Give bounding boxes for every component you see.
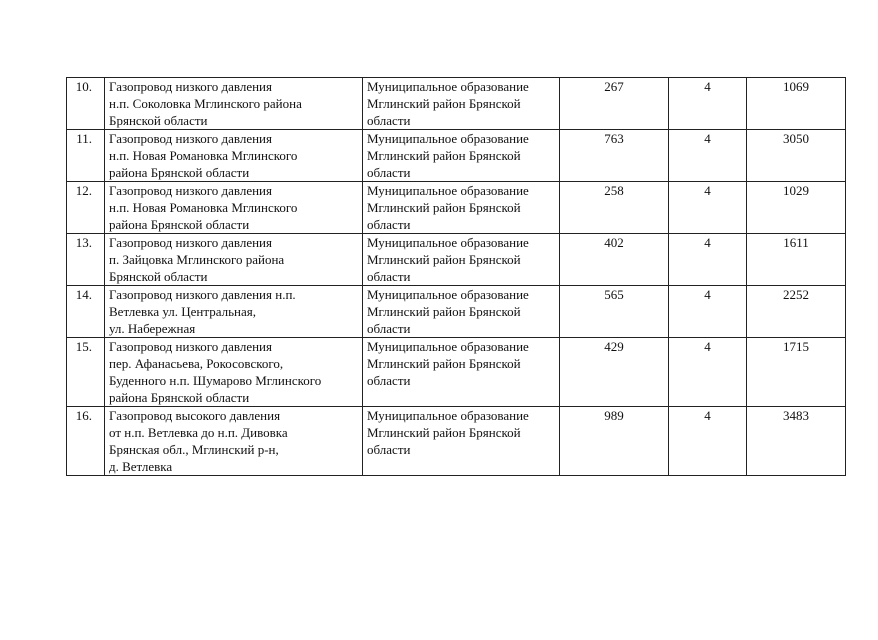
table-row	[67, 286, 846, 338]
table-row	[67, 182, 846, 234]
name-line: Брянской области	[109, 269, 208, 284]
pipeline-name	[105, 338, 363, 407]
value-cell: 1069	[747, 78, 846, 130]
pressure-class-cell: 4	[669, 130, 747, 182]
name-line: н.п. Новая Романовка Мглинского	[109, 148, 298, 163]
pressure-class-cell: 4	[669, 407, 747, 476]
length-cell: 763	[560, 130, 669, 182]
owner-line: области	[367, 442, 411, 457]
row-number: 11.	[67, 130, 105, 182]
value-cell: 1029	[747, 182, 846, 234]
length-cell: 258	[560, 182, 669, 234]
property-table	[66, 77, 846, 476]
owner-line: Мглинский район Брянской	[367, 425, 521, 440]
pipeline-name	[105, 130, 363, 182]
owner-line: Мглинский район Брянской	[367, 96, 521, 111]
name-line: Газопровод низкого давления	[109, 235, 272, 250]
table-row	[67, 338, 846, 407]
owner-line: Мглинский район Брянской	[367, 200, 521, 215]
row-number: 13.	[67, 234, 105, 286]
owner-line: области	[367, 165, 411, 180]
name-line: н.п. Новая Романовка Мглинского	[109, 200, 298, 215]
name-line: Ветлевка ул. Центральная,	[109, 304, 256, 319]
name-line: н.п. Соколовка Мглинского района	[109, 96, 302, 111]
name-line: района Брянской области	[109, 165, 250, 180]
owner-line: Муниципальное образование	[367, 183, 529, 198]
name-line: района Брянской области	[109, 217, 250, 232]
owner-line: Мглинский район Брянской	[367, 356, 521, 371]
name-line: ул. Набережная	[109, 321, 196, 336]
value-cell: 3050	[747, 130, 846, 182]
owner	[363, 234, 560, 286]
pipeline-name	[105, 407, 363, 476]
pipeline-name	[105, 182, 363, 234]
value-cell: 2252	[747, 286, 846, 338]
value-cell: 1611	[747, 234, 846, 286]
name-line: от н.п. Ветлевка до н.п. Дивовка	[109, 425, 288, 440]
owner-line: области	[367, 321, 411, 336]
owner	[363, 407, 560, 476]
pipeline-name	[105, 234, 363, 286]
owner-line: области	[367, 217, 411, 232]
table-row	[67, 78, 846, 130]
owner-line: Муниципальное образование	[367, 235, 529, 250]
value-cell: 3483	[747, 407, 846, 476]
owner-line: Мглинский район Брянской	[367, 252, 521, 267]
length-cell: 989	[560, 407, 669, 476]
owner	[363, 130, 560, 182]
value-cell: 1715	[747, 338, 846, 407]
name-line: Брянская обл., Мглинский р-н,	[109, 442, 279, 457]
name-line: Газопровод высокого давления	[109, 408, 281, 423]
pressure-class-cell: 4	[669, 78, 747, 130]
table-row	[67, 130, 846, 182]
owner-line: Муниципальное образование	[367, 131, 529, 146]
length-cell: 402	[560, 234, 669, 286]
owner-line: Муниципальное образование	[367, 408, 529, 423]
owner-line: области	[367, 113, 411, 128]
length-cell: 565	[560, 286, 669, 338]
name-line: д. Ветлевка	[109, 459, 173, 474]
owner	[363, 78, 560, 130]
pressure-class-cell: 4	[669, 286, 747, 338]
name-line: Газопровод низкого давления	[109, 131, 272, 146]
name-line: Буденного н.п. Шумарово Мглинского	[109, 373, 322, 388]
pipeline-name	[105, 286, 363, 338]
name-line: Газопровод низкого давления	[109, 339, 272, 354]
name-line: Газопровод низкого давления	[109, 183, 272, 198]
table-row	[67, 234, 846, 286]
owner-line: области	[367, 373, 411, 388]
length-cell: 429	[560, 338, 669, 407]
name-line: пер. Афанасьева, Рокосовского,	[109, 356, 284, 371]
name-line: п. Зайцовка Мглинского района	[109, 252, 285, 267]
pressure-class-cell: 4	[669, 234, 747, 286]
row-number: 10.	[67, 78, 105, 130]
row-number: 12.	[67, 182, 105, 234]
pressure-class-cell: 4	[669, 338, 747, 407]
table-row	[67, 407, 846, 476]
owner-line: области	[367, 269, 411, 284]
row-number: 15.	[67, 338, 105, 407]
owner-line: Муниципальное образование	[367, 339, 529, 354]
name-line: Газопровод низкого давления	[109, 79, 272, 94]
owner-line: Муниципальное образование	[367, 287, 529, 302]
owner	[363, 338, 560, 407]
owner-line: Мглинский район Брянской	[367, 148, 521, 163]
owner-line: Мглинский район Брянской	[367, 304, 521, 319]
owner	[363, 286, 560, 338]
name-line: Газопровод низкого давления н.п.	[109, 287, 296, 302]
owner	[363, 182, 560, 234]
pipeline-name	[105, 78, 363, 130]
row-number: 14.	[67, 286, 105, 338]
name-line: района Брянской области	[109, 390, 250, 405]
owner-line: Муниципальное образование	[367, 79, 529, 94]
length-cell: 267	[560, 78, 669, 130]
pressure-class-cell: 4	[669, 182, 747, 234]
row-number: 16.	[67, 407, 105, 476]
name-line: Брянской области	[109, 113, 208, 128]
